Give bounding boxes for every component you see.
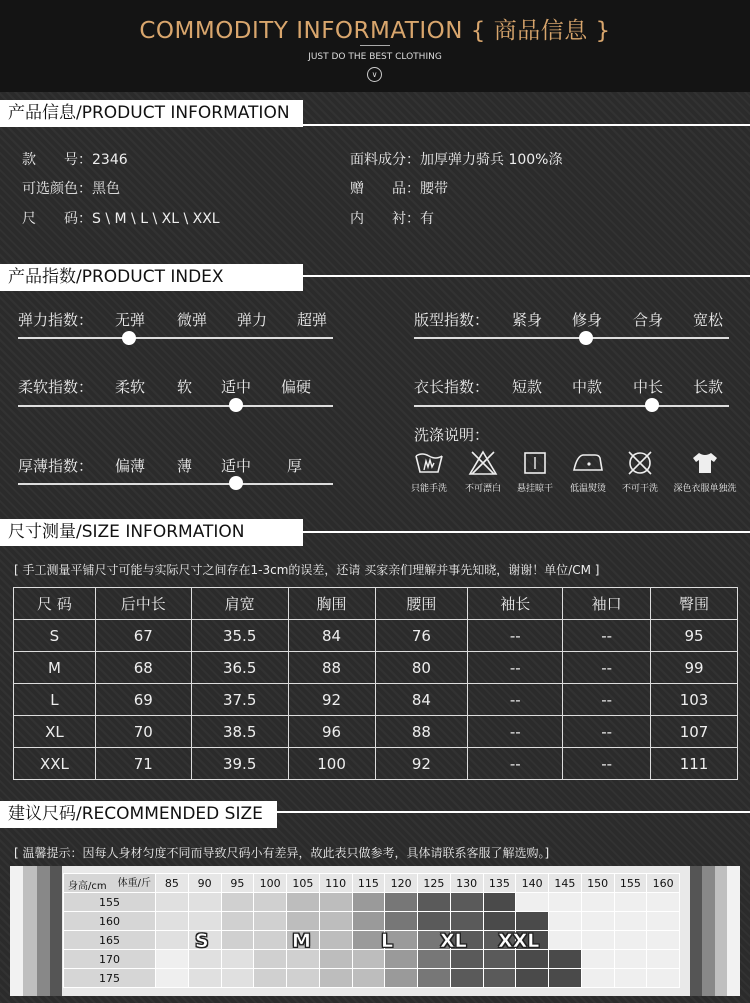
recommended-cell [516,969,549,988]
recommended-size-label: M [292,930,311,952]
table-cell: -- [468,716,563,748]
table-cell: L [14,684,96,716]
table-row [64,893,680,912]
recommended-cell [221,969,254,988]
no-bleach-icon: 不可漂白 [458,450,508,494]
recommended-cell [319,969,352,988]
recommended-cell [483,950,516,969]
header-divider [360,45,390,46]
index-label-length: 衣长指数： [414,378,490,396]
weight-header: 115 [352,874,385,893]
table-cell: 103 [651,684,738,716]
table-cell: 38.5 [191,716,288,748]
recommended-cell [614,969,647,988]
recommended-cell [581,912,614,931]
section-divider [277,811,750,813]
recommended-cell [319,950,352,969]
recommended-cell [254,931,287,950]
recommended-cell [156,912,189,931]
weight-header: 120 [385,874,418,893]
index-label-fit: 版型指数： [414,311,490,329]
section-title-size-info: 尺寸测量/SIZE INFORMATION [0,519,303,546]
recommended-cell [254,893,287,912]
recommended-cell [385,893,418,912]
table-cell: 69 [95,684,191,716]
weight-header: 150 [581,874,614,893]
recommended-cell [516,950,549,969]
recommended-cell [221,893,254,912]
recommended-cell [450,893,483,912]
page-header [0,0,750,92]
recommended-size-label: L [381,930,394,952]
index-marker-fit [579,331,593,345]
table-cell: 92 [288,684,375,716]
column-header: 胸围 [288,588,375,620]
recommended-cell [549,893,582,912]
index-option: 偏硬 [281,378,312,396]
low-iron-icon: 低温熨烫 [563,450,613,494]
table-cell: -- [563,748,651,780]
recommended-cell [549,950,582,969]
index-option: 修身 [572,311,603,329]
column-header: 腰围 [375,588,468,620]
table-row [14,620,738,652]
table-cell: -- [563,716,651,748]
table-row [14,716,738,748]
table-cell: 36.5 [191,652,288,684]
table-cell: -- [563,620,651,652]
hang-dry-icon: 悬挂晾干 [510,450,560,494]
recommended-cell [418,950,451,969]
weight-header: 110 [319,874,352,893]
recommended-cell [287,950,320,969]
weight-header: 145 [549,874,582,893]
weight-header: 100 [254,874,287,893]
size-note: [ 手工测量平铺尺寸可能与实际尺寸之间存在1-3cm的误差，还请 买家亲们理解并事先知晓，谢谢！单位/CM ] [14,563,600,577]
index-option: 适中 [221,378,252,396]
index-option: 短款 [512,378,543,396]
height-header: 175 [64,969,156,988]
index-option: 合身 [633,311,664,329]
table-cell: -- [468,620,563,652]
index-bar-thickness [18,483,333,485]
table-cell: -- [563,684,651,716]
recommended-cell [418,893,451,912]
recommended-cell [647,931,680,950]
recommended-cell [156,893,189,912]
recommended-cell [450,950,483,969]
index-label-softness: 柔软指数： [18,378,94,396]
header-subtitle: JUST DO THE BEST CLOTHING [308,52,442,62]
recommended-cell [287,912,320,931]
info-gift: 赠 品：腰带 [350,181,448,197]
index-option: 适中 [221,457,252,475]
weight-header: 90 [188,874,221,893]
recommended-cell [614,931,647,950]
table-cell: -- [563,652,651,684]
index-option: 厚 [287,457,303,475]
recommended-note: [ 温馨提示：因每人身材匀度不同而导致尺码小有差异，故此表只做参考，具体请联系客服了解选购。] [14,846,550,860]
index-option: 弹力 [237,311,268,329]
index-marker-elasticity [122,331,136,345]
recommended-cell [614,950,647,969]
index-option: 长款 [693,378,724,396]
index-option: 软 [177,378,193,396]
index-marker-length [645,398,659,412]
recommended-cell [319,893,352,912]
section-title-product-index: 产品指数/PRODUCT INDEX [0,264,303,291]
recommended-cell [483,912,516,931]
info-sizes: 尺 码：S \ M \ L \ XL \ XXL [22,211,220,227]
column-header: 尺 码 [14,588,96,620]
table-cell: 84 [288,620,375,652]
column-header: 肩宽 [191,588,288,620]
recommended-cell [516,912,549,931]
table-cell: 39.5 [191,748,288,780]
table-cell: 88 [375,716,468,748]
height-header: 160 [64,912,156,931]
table-cell: 84 [375,684,468,716]
separate-wash-icon: 深色衣服单独洗 [668,450,742,494]
recommended-cell [581,969,614,988]
recommended-cell [418,912,451,931]
table-cell: 100 [288,748,375,780]
weight-axis-label: 体重/斤 [117,878,151,889]
recommended-cell [287,893,320,912]
recommended-cell [254,950,287,969]
weight-header: 105 [287,874,320,893]
recommended-cell [221,931,254,950]
weight-header: 155 [614,874,647,893]
weight-header: 130 [450,874,483,893]
recommended-cell [254,969,287,988]
recommended-cell [647,950,680,969]
recommended-corner-cell [64,874,156,893]
size-table [13,587,738,780]
recommended-cell [614,893,647,912]
info-color: 可选颜色：黑色 [22,181,120,197]
column-header: 袖长 [468,588,563,620]
recommended-cell [483,893,516,912]
table-cell: -- [468,748,563,780]
index-option: 薄 [177,457,193,475]
section-title-product-info: 产品信息/PRODUCT INFORMATION [0,100,303,127]
recommended-cell [188,912,221,931]
table-cell: 71 [95,748,191,780]
recommended-cell [352,893,385,912]
header-title: COMMODITY INFORMATION { 商品信息 } [139,18,611,44]
recommended-cell [418,969,451,988]
weight-header: 140 [516,874,549,893]
no-dry-clean-icon: 不可干洗 [615,450,665,494]
table-cell: 99 [651,652,738,684]
weight-header: 135 [483,874,516,893]
table-cell: 107 [651,716,738,748]
recommended-cell [352,969,385,988]
weight-header: 95 [221,874,254,893]
recommended-size-label: XXL [498,930,540,952]
section-title-recommended: 建议尺码/RECOMMENDED SIZE [0,801,277,828]
index-option: 紧身 [512,311,543,329]
index-option: 超弹 [297,311,328,329]
info-lining: 内 衬：有 [350,211,434,227]
table-cell: 68 [95,652,191,684]
recommended-cell [254,912,287,931]
table-row [14,748,738,780]
table-cell: 35.5 [191,620,288,652]
table-cell: M [14,652,96,684]
recommended-cell [549,931,582,950]
chevron-down-icon: ∨ [367,67,382,82]
section-divider [303,275,750,277]
recommended-cell [647,912,680,931]
recommended-cell [581,893,614,912]
recommended-cell [385,950,418,969]
table-cell: -- [468,684,563,716]
table-cell: 95 [651,620,738,652]
index-option: 柔软 [115,378,146,396]
recommended-cell [385,969,418,988]
recommended-header-row [64,874,680,893]
recommended-size-table [63,873,680,988]
recommended-cell [319,931,352,950]
column-header: 袖口 [563,588,651,620]
index-option: 无弹 [115,311,146,329]
recommended-cell [516,893,549,912]
recommended-cell [221,912,254,931]
table-row [64,950,680,969]
recommended-cell [352,931,385,950]
height-header: 155 [64,893,156,912]
table-header-row [14,588,738,620]
table-cell: 76 [375,620,468,652]
table-cell: 70 [95,716,191,748]
index-marker-thickness [229,476,243,490]
index-option: 中长 [633,378,664,396]
weight-header: 85 [156,874,189,893]
index-bar-elasticity [18,337,333,339]
recommended-cell [647,969,680,988]
table-cell: 96 [288,716,375,748]
index-option: 微弹 [177,311,208,329]
index-option: 偏薄 [115,457,146,475]
table-row [14,652,738,684]
table-row [14,684,738,716]
index-bar-softness [18,405,333,407]
index-label-elasticity: 弹力指数： [18,311,94,329]
table-cell: 88 [288,652,375,684]
recommended-cell [581,950,614,969]
recommended-cell [647,893,680,912]
recommended-cell [221,950,254,969]
recommended-cell [352,912,385,931]
column-header: 后中长 [95,588,191,620]
table-row [64,912,680,931]
recommended-cell [385,912,418,931]
table-cell: 111 [651,748,738,780]
recommended-cell [450,912,483,931]
table-cell: 37.5 [191,684,288,716]
recommended-cell [581,931,614,950]
recommended-cell [352,950,385,969]
recommended-cell [483,969,516,988]
table-cell: 80 [375,652,468,684]
index-label-thickness: 厚薄指数： [18,457,94,475]
table-cell: 92 [375,748,468,780]
recommended-cell [549,969,582,988]
table-cell: XXL [14,748,96,780]
table-cell: S [14,620,96,652]
index-bar-fit [414,337,729,339]
recommended-cell [450,969,483,988]
section-divider [303,124,750,126]
table-row [64,931,680,950]
height-header: 165 [64,931,156,950]
height-axis-label: 身高/cm [68,881,107,892]
hand-wash-icon: 只能手洗 [404,450,454,494]
recommended-cell [156,950,189,969]
weight-header: 125 [418,874,451,893]
height-header: 170 [64,950,156,969]
index-marker-softness [229,398,243,412]
weight-header: 160 [647,874,680,893]
recommended-cell [287,969,320,988]
recommended-cell [156,969,189,988]
index-option: 宽松 [693,311,724,329]
recommended-cell [614,912,647,931]
index-bar-length [414,405,729,407]
table-cell: 67 [95,620,191,652]
table-row [64,969,680,988]
info-style-number: 款 号：2346 [22,152,128,168]
index-option: 中款 [572,378,603,396]
column-header: 臀围 [651,588,738,620]
table-cell: XL [14,716,96,748]
recommended-cell [319,912,352,931]
recommended-cell [549,912,582,931]
recommended-cell [188,893,221,912]
recommended-size-label: XL [440,930,467,952]
table-cell: -- [468,652,563,684]
recommended-cell [188,969,221,988]
info-fabric: 面料成分：加厚弹力骑兵 100%涤 [350,152,563,168]
recommended-cell [156,931,189,950]
section-divider [303,531,750,533]
recommended-size-label: S [195,930,209,952]
recommended-cell [188,950,221,969]
wash-title: 洗涤说明： [414,426,490,444]
